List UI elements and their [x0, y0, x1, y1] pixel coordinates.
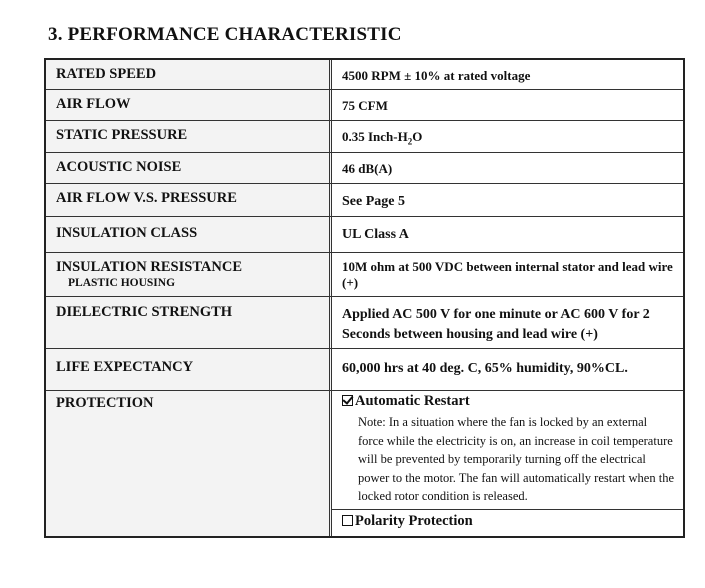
label-text: INSULATION CLASS	[56, 225, 198, 241]
polarity-protection-title: Polarity Protection	[355, 513, 473, 529]
table-row-rated-speed	[46, 60, 683, 90]
label-text: PROTECTION	[56, 395, 154, 411]
row-value	[332, 253, 683, 296]
sub-label-text: PLASTIC HOUSING	[68, 277, 176, 289]
row-value	[332, 391, 683, 536]
row-value	[332, 297, 683, 348]
row-value	[332, 217, 683, 252]
value-text: Applied AC 500 V for one minute or AC 600 V for 2 Seconds between housing and lead wire (+)	[342, 307, 650, 342]
value-prefix: 0.35 Inch-H	[342, 129, 408, 144]
label-text: DIELECTRIC STRENGTH	[56, 304, 233, 320]
row-label	[46, 184, 332, 216]
value-suffix: O	[412, 129, 423, 144]
auto-restart-option	[342, 393, 470, 410]
table-row-static-pressure	[46, 121, 683, 153]
row-value	[332, 184, 683, 216]
row-value	[332, 153, 683, 183]
row-value	[332, 60, 683, 89]
row-label	[46, 217, 332, 252]
row-value	[332, 90, 683, 120]
value-text: UL Class A	[342, 227, 409, 242]
table-row-insulation-class	[46, 217, 683, 253]
value-text: 4500 RPM ± 10% at rated voltage	[342, 68, 531, 83]
value-text: 75 CFM	[342, 98, 388, 113]
checked-checkbox-icon	[342, 395, 353, 406]
auto-restart-title: Automatic Restart	[355, 393, 470, 409]
label-text: STATIC PRESSURE	[56, 127, 188, 143]
table-row-protection	[46, 391, 683, 536]
row-label	[46, 153, 332, 183]
auto-restart-note: Note: In a situation where the fan is locked by an external force while the electricity is on, an increase in coil temperature will be prevented by temporarily turning off the electrical power to the motor. The fan will automatically restart when the locked rotor condition is released.	[358, 415, 674, 503]
table-row-dielectric-strength	[46, 297, 683, 349]
value-text	[342, 129, 675, 150]
value-text: 60,000 hrs at 40 deg. C, 65% humidity, 90%CL.	[342, 361, 628, 376]
table-row-life-expectancy	[46, 349, 683, 391]
label-text: RATED SPEED	[56, 66, 157, 82]
row-label	[46, 60, 332, 89]
value-text: 46 dB(A)	[342, 161, 393, 176]
table-row-acoustic-noise	[46, 153, 683, 184]
label-text: AIR FLOW	[56, 96, 131, 112]
polarity-protection-option	[342, 513, 473, 530]
label-text: LIFE EXPECTANCY	[56, 359, 194, 375]
row-value	[332, 349, 683, 390]
row-label	[46, 121, 332, 152]
table-row-air-flow	[46, 90, 683, 121]
label-text: AIR FLOW V.S. PRESSURE	[56, 190, 237, 206]
row-label	[46, 297, 332, 348]
performance-table	[44, 58, 685, 538]
unchecked-checkbox-icon	[342, 515, 353, 526]
label-text: INSULATION RESISTANCE	[56, 259, 243, 275]
value-subscript: 2	[407, 136, 413, 147]
label-text: ACOUSTIC NOISE	[56, 159, 182, 175]
row-label	[46, 90, 332, 120]
row-label	[46, 391, 332, 536]
table-row-insulation-resistance	[46, 253, 683, 297]
table-row-air-flow-vs-pressure	[46, 184, 683, 217]
auto-restart-block	[332, 391, 683, 510]
row-label	[46, 349, 332, 390]
section-title: 3. PERFORMANCE CHARACTERISTIC	[48, 24, 402, 45]
value-text: 10M ohm at 500 VDC between internal stator and lead wire (+)	[342, 259, 673, 290]
row-value	[332, 121, 683, 152]
row-label	[46, 253, 332, 296]
value-text: See Page 5	[342, 194, 405, 209]
